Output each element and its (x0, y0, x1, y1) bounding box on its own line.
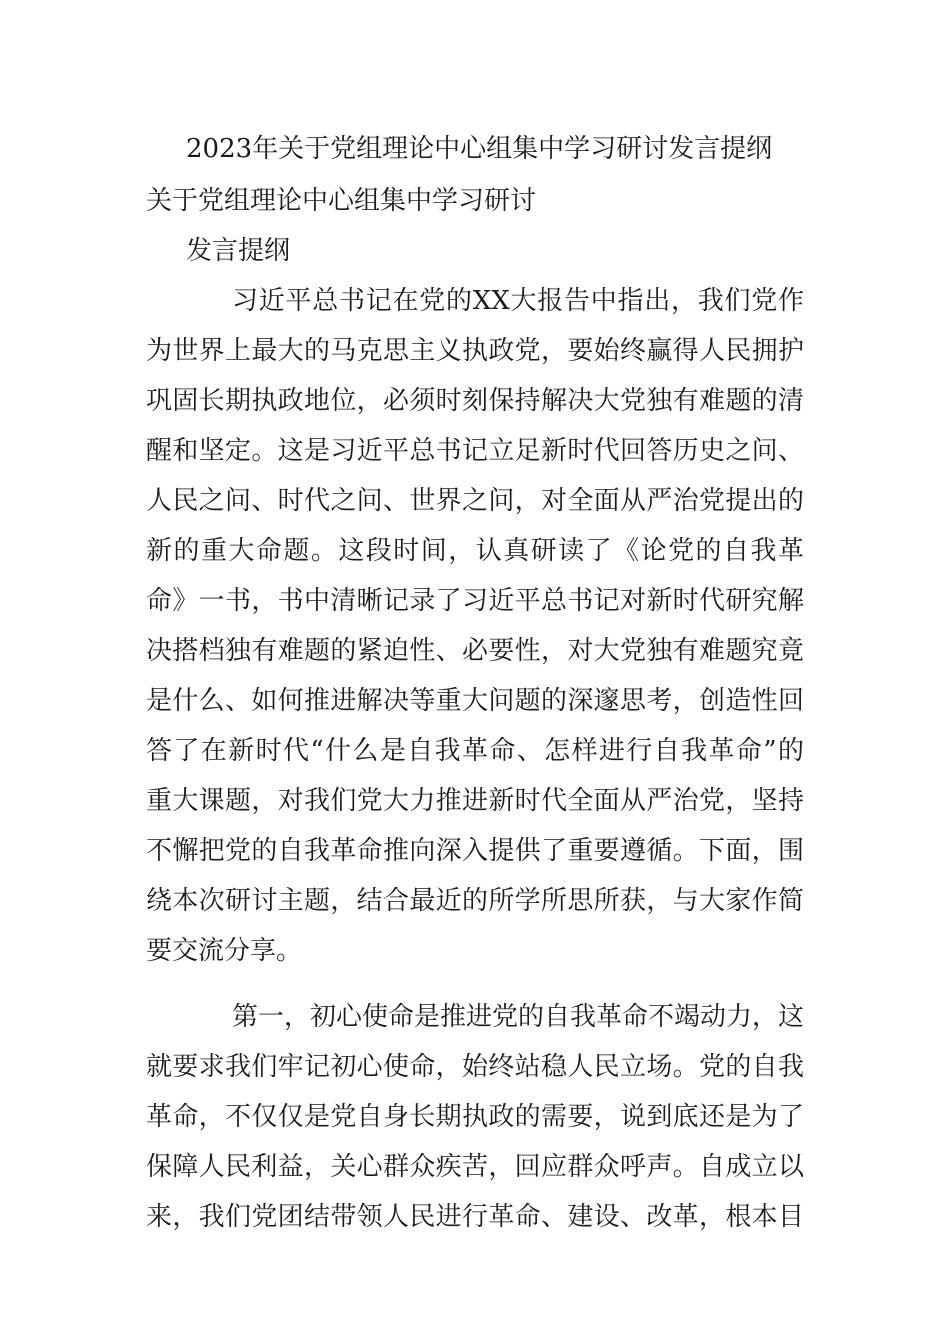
paragraph-1-line: 命》一书，书中清晰记录了习近平总书记对新时代研究解 (146, 586, 804, 616)
paragraph-2-line: 就要求我们牢记初心使命，始终站稳人民立场。党的自我 (146, 1052, 804, 1082)
paragraph-2-line: 革命，不仅仅是党自身长期执政的需要，说到底还是为了 (146, 1102, 804, 1132)
heading-line-2: 发言提纲 (186, 236, 291, 266)
paragraph-1-line: 醒和坚定。这是习近平总书记立足新时代回答历史之问、 (146, 436, 804, 466)
paragraph-2-line: 来，我们党团结带领人民进行革命、建设、改革，根本目 (146, 1202, 804, 1232)
document-title: 2023年关于党组理论中心组集中学习研讨发言提纲 (186, 134, 773, 164)
paragraph-1-line: 为世界上最大的马克思主义执政党，要始终赢得人民拥护 (146, 336, 804, 366)
paragraph-1-line: 人民之问、时代之问、世界之问，对全面从严治党提出的 (146, 486, 804, 516)
paragraph-1-line: 要交流分享。 (146, 936, 303, 966)
paragraph-1-line: 绕本次研讨主题，结合最近的所学所思所获，与大家作简 (146, 886, 804, 916)
paragraph-1-line: 重大课题，对我们党大力推进新时代全面从严治党，坚持 (146, 786, 804, 816)
heading-line-1: 关于党组理论中心组集中学习研讨 (146, 186, 537, 216)
paragraph-1-line: 决搭档独有难题的紧迫性、必要性，对大党独有难题究竟 (146, 636, 804, 666)
paragraph-2-line: 第一，初心使命是推进党的自我革命不竭动力，这 (232, 1002, 805, 1032)
paragraph-1-line: 巩固长期执政地位，必须时刻保持解决大党独有难题的清 (146, 386, 804, 416)
paragraph-1-line: 答了在新时代“什么是自我革命、怎样进行自我革命”的 (146, 736, 804, 766)
paragraph-2-line: 保障人民利益，关心群众疾苦，回应群众呼声。自成立以 (146, 1152, 804, 1182)
paragraph-1-line: 不懈把党的自我革命推向深入提供了重要遵循。下面，围 (146, 836, 804, 866)
paragraph-1-line: 习近平总书记在党的XX大报告中指出，我们党作 (232, 286, 804, 316)
paragraph-1-line: 是什么、如何推进解决等重大问题的深邃思考，创造性回 (146, 686, 804, 716)
paragraph-1-line: 新的重大命题。这段时间，认真研读了《论党的自我革 (146, 536, 804, 566)
